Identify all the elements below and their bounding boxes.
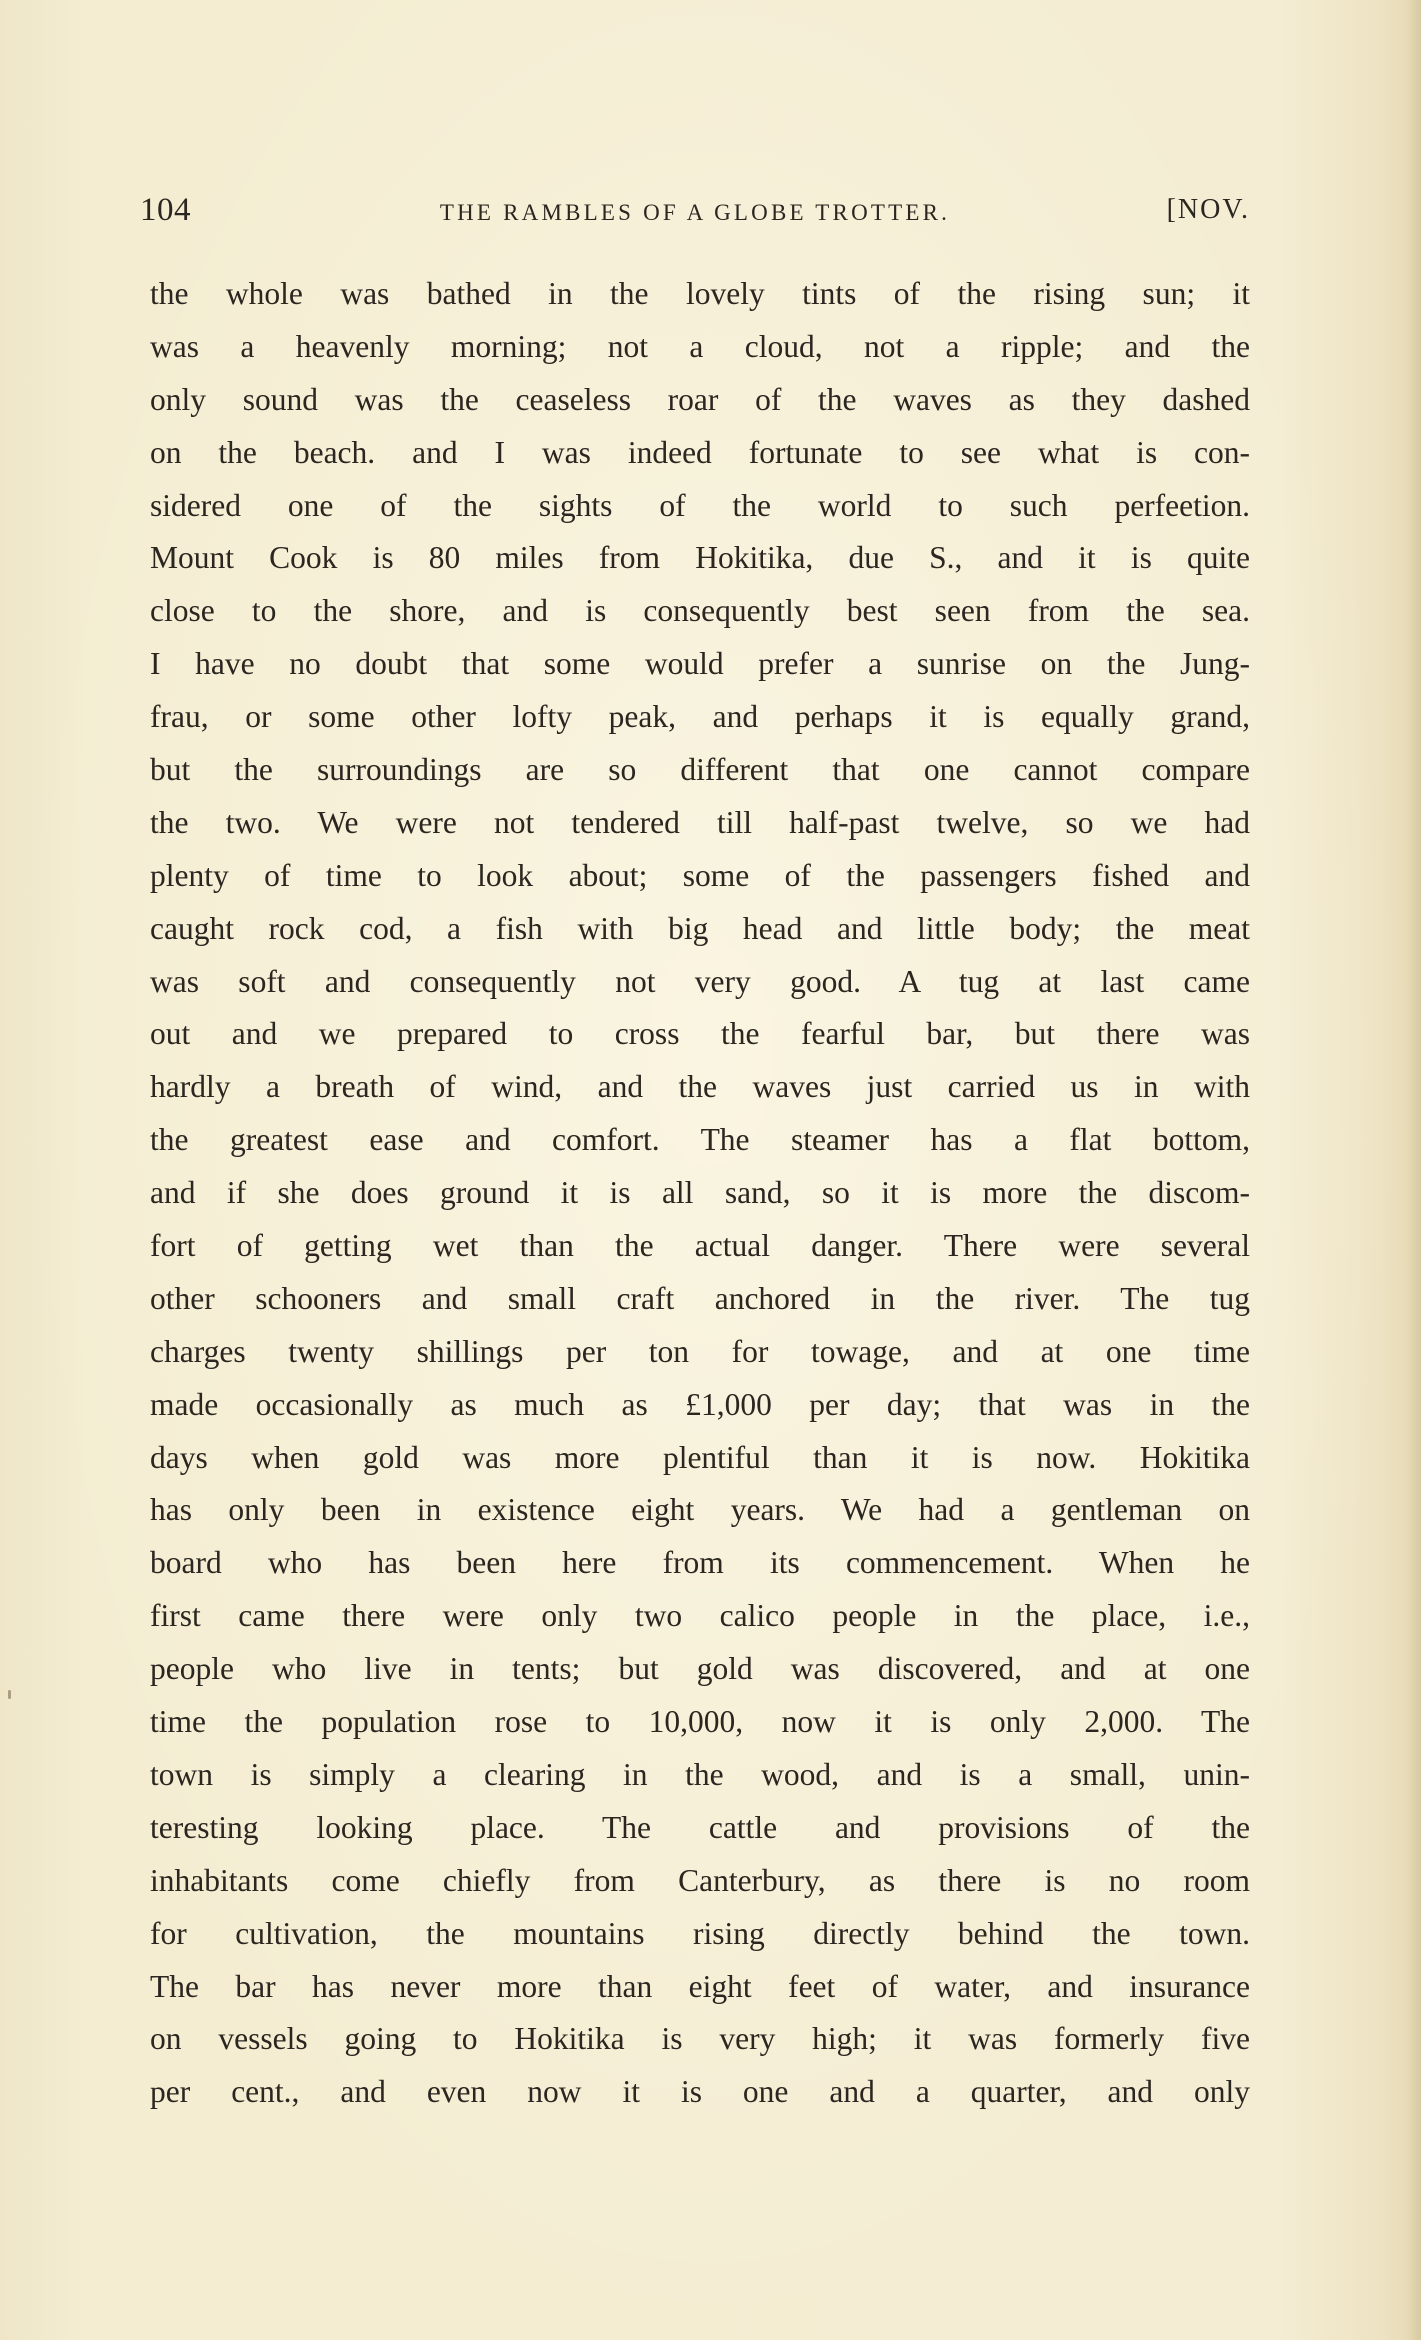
text-line: sidered one of the sights of the world to such perfeetion. (150, 487, 1250, 523)
text-line: fort of getting wet than the actual danger. There were several (150, 1228, 1250, 1264)
text-line: only sound was the ceaseless roar of the waves as they dashed (150, 381, 1250, 417)
text-line: teresting looking place. The cattle and provisions of the (150, 1809, 1250, 1845)
text-line: the greatest ease and comfort. The steamer has a flat bottom, (150, 1122, 1250, 1158)
text-line: other schooners and small craft anchored in the river. The tug (150, 1280, 1250, 1316)
text-line: on the beach. and I was indeed fortunate to see what is con- (150, 434, 1250, 470)
text-line: days when gold was more plentiful than it is now. Hokitika (150, 1439, 1250, 1475)
text-line: made occasionally as much as £1,000 per day; that was in the (150, 1386, 1250, 1422)
text-line: people who live in tents; but gold was discovered, and at one (150, 1651, 1250, 1687)
text-line: was soft and consequently not very good. A tug at last came (150, 963, 1250, 999)
text-line: hardly a breath of wind, and the waves just carried us in with (150, 1069, 1250, 1105)
text-line: but the surroundings are so different that one cannot compare (150, 752, 1250, 788)
section-mark: [NOV. (1166, 194, 1250, 225)
text-line: town is simply a clearing in the wood, and is a small, unin- (150, 1756, 1250, 1792)
text-line: plenty of time to look about; some of the passengers fished and (150, 857, 1250, 893)
text-line: close to the shore, and is consequently best seen from the sea. (150, 593, 1250, 629)
text-line: for cultivation, the mountains rising directly behind the town. (150, 1915, 1250, 1951)
text-line: and if she does ground it is all sand, so it is more the discom- (150, 1175, 1250, 1211)
paper-speck (8, 1690, 11, 1699)
text-line: charges twenty shillings per ton for towage, and at one time (150, 1333, 1250, 1369)
text-line: board who has been here from its commencement. When he (150, 1545, 1250, 1581)
text-line: out and we prepared to cross the fearful bar, but there was (150, 1016, 1250, 1052)
text-line: first came there were only two calico people in the place, i.e., (150, 1598, 1250, 1634)
text-line: The bar has never more than eight feet of water, and insurance (150, 1968, 1250, 2004)
text-line: the two. We were not tendered till half-past twelve, so we had (150, 804, 1250, 840)
running-header (140, 192, 1250, 236)
page-edge-shadow (1407, 0, 1421, 2340)
text-line: caught rock cod, a fish with big head and little body; the meat (150, 910, 1250, 946)
text-line: per cent., and even now it is one and a quarter, and only (150, 2074, 1250, 2110)
text-line: has only been in existence eight years. We had a gentleman on (150, 1492, 1250, 1528)
body-text (150, 268, 1250, 2119)
running-title: THE RAMBLES OF A GLOBE TROTTER. (439, 200, 951, 225)
text-line: frau, or some other lofty peak, and perhaps it is equally grand, (150, 699, 1250, 735)
text-line: was a heavenly morning; not a cloud, not a ripple; and the (150, 328, 1250, 364)
text-line: time the population rose to 10,000, now it is only 2,000. The (150, 1704, 1250, 1740)
text-line: Mount Cook is 80 miles from Hokitika, due S., and it is quite (150, 540, 1250, 576)
text-line: the whole was bathed in the lovely tints of the rising sun; it (150, 276, 1250, 311)
text-line: inhabitants come chiefly from Canterbury, as there is no room (150, 1862, 1250, 1898)
text-line: on vessels going to Hokitika is very high; it was formerly five (150, 2021, 1250, 2057)
page-number: 104 (140, 192, 191, 228)
text-line: I have no doubt that some would prefer a sunrise on the Jung- (150, 646, 1250, 682)
